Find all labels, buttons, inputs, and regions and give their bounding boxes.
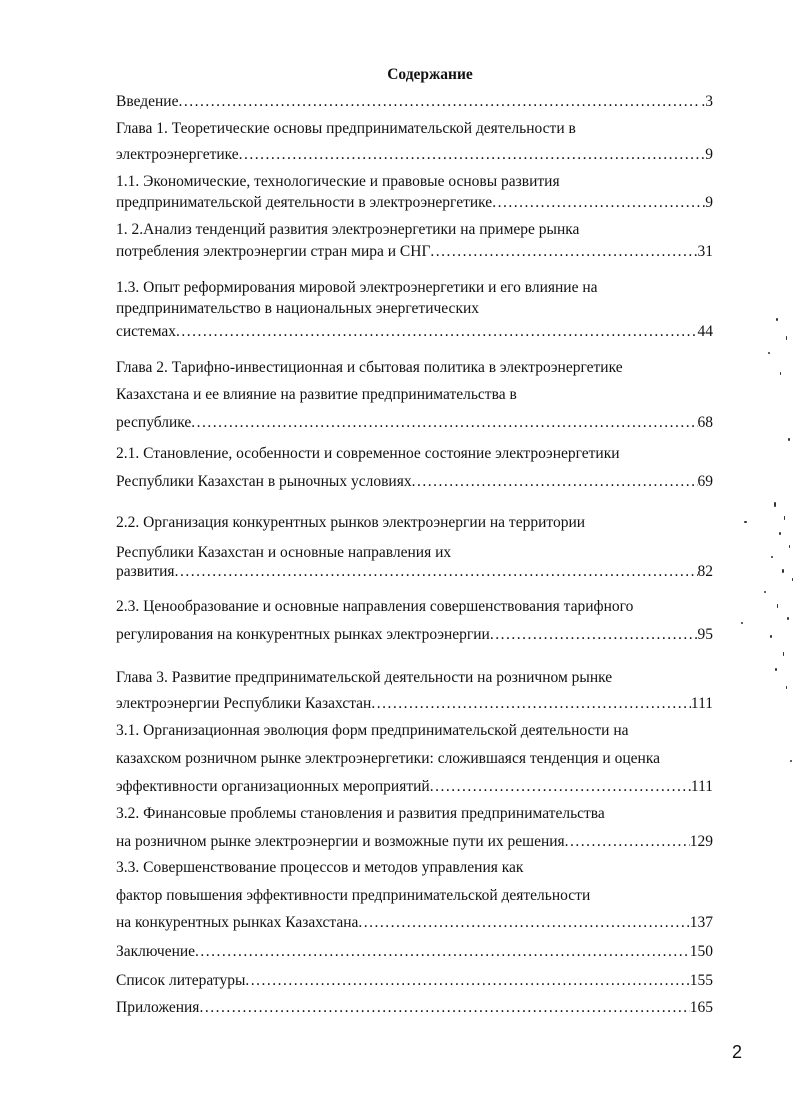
toc-entry-3-1[interactable] (116, 777, 713, 797)
toc-page-number: 68 (697, 414, 713, 431)
toc-entry-text: 1.3. Опыт реформирования мировой электроэнергетики и его влияние на (116, 279, 598, 296)
toc-entry-text: предпринимательской деятельности в электроэнергетике (116, 194, 493, 211)
toc-entry-text: на розничном рынке электроэнергии и возможные пути их решения (116, 833, 565, 850)
toc-entry-text: 2.2. Организация конкурентных рынков электроэнергии на территории (116, 514, 586, 531)
toc-entry-text: развития (116, 563, 175, 580)
toc-entry-text: 3.1. Организационная эволюция форм предпринимательской деятельности на (116, 722, 629, 739)
toc-leader (199, 998, 689, 1018)
toc-entry-text: фактор повышения эффективности предпринимательской деятельности (116, 887, 591, 904)
toc-entry-1-2[interactable] (116, 242, 713, 262)
toc-leader (490, 625, 698, 645)
toc-entry-text: Республики Казахстан и основные направления их (116, 544, 452, 561)
toc-leader (175, 562, 698, 582)
toc-page-number: 111 (690, 778, 713, 795)
toc-entry-appendices[interactable] (116, 998, 713, 1018)
toc-entry-chapter-3[interactable] (116, 694, 713, 714)
toc-entry-text: потребления электроэнергии стран мира и СНГ (116, 243, 431, 260)
toc-entry-text: системах (116, 323, 177, 340)
toc-entry-text: Список литературы (116, 972, 246, 989)
toc-page-number: .3 (701, 93, 713, 110)
toc-entry-text: 3.3. Совершенствование процессов и методов управления как (116, 859, 524, 876)
toc-page-number: 9 (705, 194, 713, 211)
toc-entry-text: на конкурентных рынках Казахстана (116, 914, 359, 931)
toc-page-number: 9 (705, 146, 713, 163)
toc-entry-3-2[interactable] (116, 832, 713, 852)
toc-entry-text: 1. 2.Анализ тенденций развития электроэнергетики на примере рынка (116, 221, 580, 238)
toc-page-number: 137 (689, 914, 713, 931)
toc-entry-text: Казахстана и ее влияние на развитие предпринимательства в (116, 386, 517, 403)
toc-page-number: 129 (689, 833, 713, 850)
toc-entry-text: казахском розничном рынке электроэнергетики: сложившаяся тенденция и оценка (116, 750, 660, 767)
toc-entry-2-2[interactable] (116, 562, 713, 582)
toc-leader (371, 694, 691, 714)
toc-leader (358, 913, 689, 933)
toc-entry-1-1[interactable] (116, 193, 713, 213)
toc-page-number: 69 (697, 473, 713, 490)
toc-entry-text: предпринимательство в национальных энергетических (116, 300, 480, 317)
toc-leader (412, 472, 698, 492)
toc-entry-text: эффективности организационных мероприятий (116, 778, 430, 795)
toc-page-number: 44 (697, 323, 713, 340)
page-number: 2 (731, 1042, 742, 1062)
toc-entry-text: республике (116, 414, 192, 431)
toc-entry-text: 1.1. Экономические, технологические и правовые основы развития (116, 173, 560, 190)
toc-entry-text: Глава 2. Тарифно-инвестиционная и сбытовая политика в электроэнергетике (116, 359, 623, 376)
page-title: Содержание (387, 66, 473, 83)
toc-entry-bibliography[interactable] (116, 971, 713, 991)
toc-entry-chapter-2[interactable] (116, 413, 713, 433)
toc-entry-text: Глава 3. Развитие предпринимательской деятельности на розничном рынке (116, 669, 613, 686)
toc-leader (430, 777, 691, 797)
toc-entry-1-3[interactable] (116, 322, 713, 342)
toc-entry-text: электроэнергии Республики Казахстан (116, 695, 372, 712)
toc-page-number: 165 (689, 999, 713, 1016)
toc-entry-conclusion[interactable] (116, 942, 713, 962)
toc-entry-text: регулирования на конкурентных рынках электроэнергии (116, 626, 490, 643)
toc-entry-2-1[interactable] (116, 472, 713, 492)
toc-leader (239, 145, 706, 165)
toc-entry-2-3[interactable] (116, 625, 713, 645)
toc-entry-text: 3.2. Финансовые проблемы становления и развития предпринимательства (116, 805, 605, 822)
toc-entry-text: Приложения (116, 999, 200, 1016)
toc-entry-intro[interactable] (116, 92, 713, 112)
toc-page-number: 95 (697, 626, 713, 643)
toc-entry-3-3[interactable] (116, 913, 713, 933)
toc-entry-text: электроэнергетике (116, 146, 239, 163)
toc-leader (565, 832, 690, 852)
toc-leader (176, 322, 697, 342)
toc-entry-chapter-1[interactable] (116, 145, 713, 165)
toc-page-number: 31 (697, 243, 713, 260)
toc-page-number: 82 (697, 563, 713, 580)
toc-leader (492, 193, 705, 213)
toc-page-number: 155 (689, 972, 713, 989)
toc-entry-text: Введение (116, 93, 179, 110)
toc-entry-text: Заключение (116, 943, 196, 960)
toc-entry-text: 2.3. Ценообразование и основные направления совершенствования тарифного (116, 598, 634, 615)
toc-entry-text: Республики Казахстан в рыночных условиях (116, 473, 412, 490)
toc-entry-text: Глава 1. Теоретические основы предпринимательской деятельности в (116, 120, 576, 137)
toc-page-number: 150 (689, 943, 713, 960)
toc-leader (191, 413, 697, 433)
toc-leader (195, 942, 690, 962)
toc-leader (178, 92, 701, 112)
toc-leader (245, 971, 689, 991)
toc-page-number: 111 (690, 695, 713, 712)
toc-leader (430, 242, 697, 262)
toc-entry-text: 2.1. Становление, особенности и современное состояние электроэнергетики (116, 445, 620, 462)
